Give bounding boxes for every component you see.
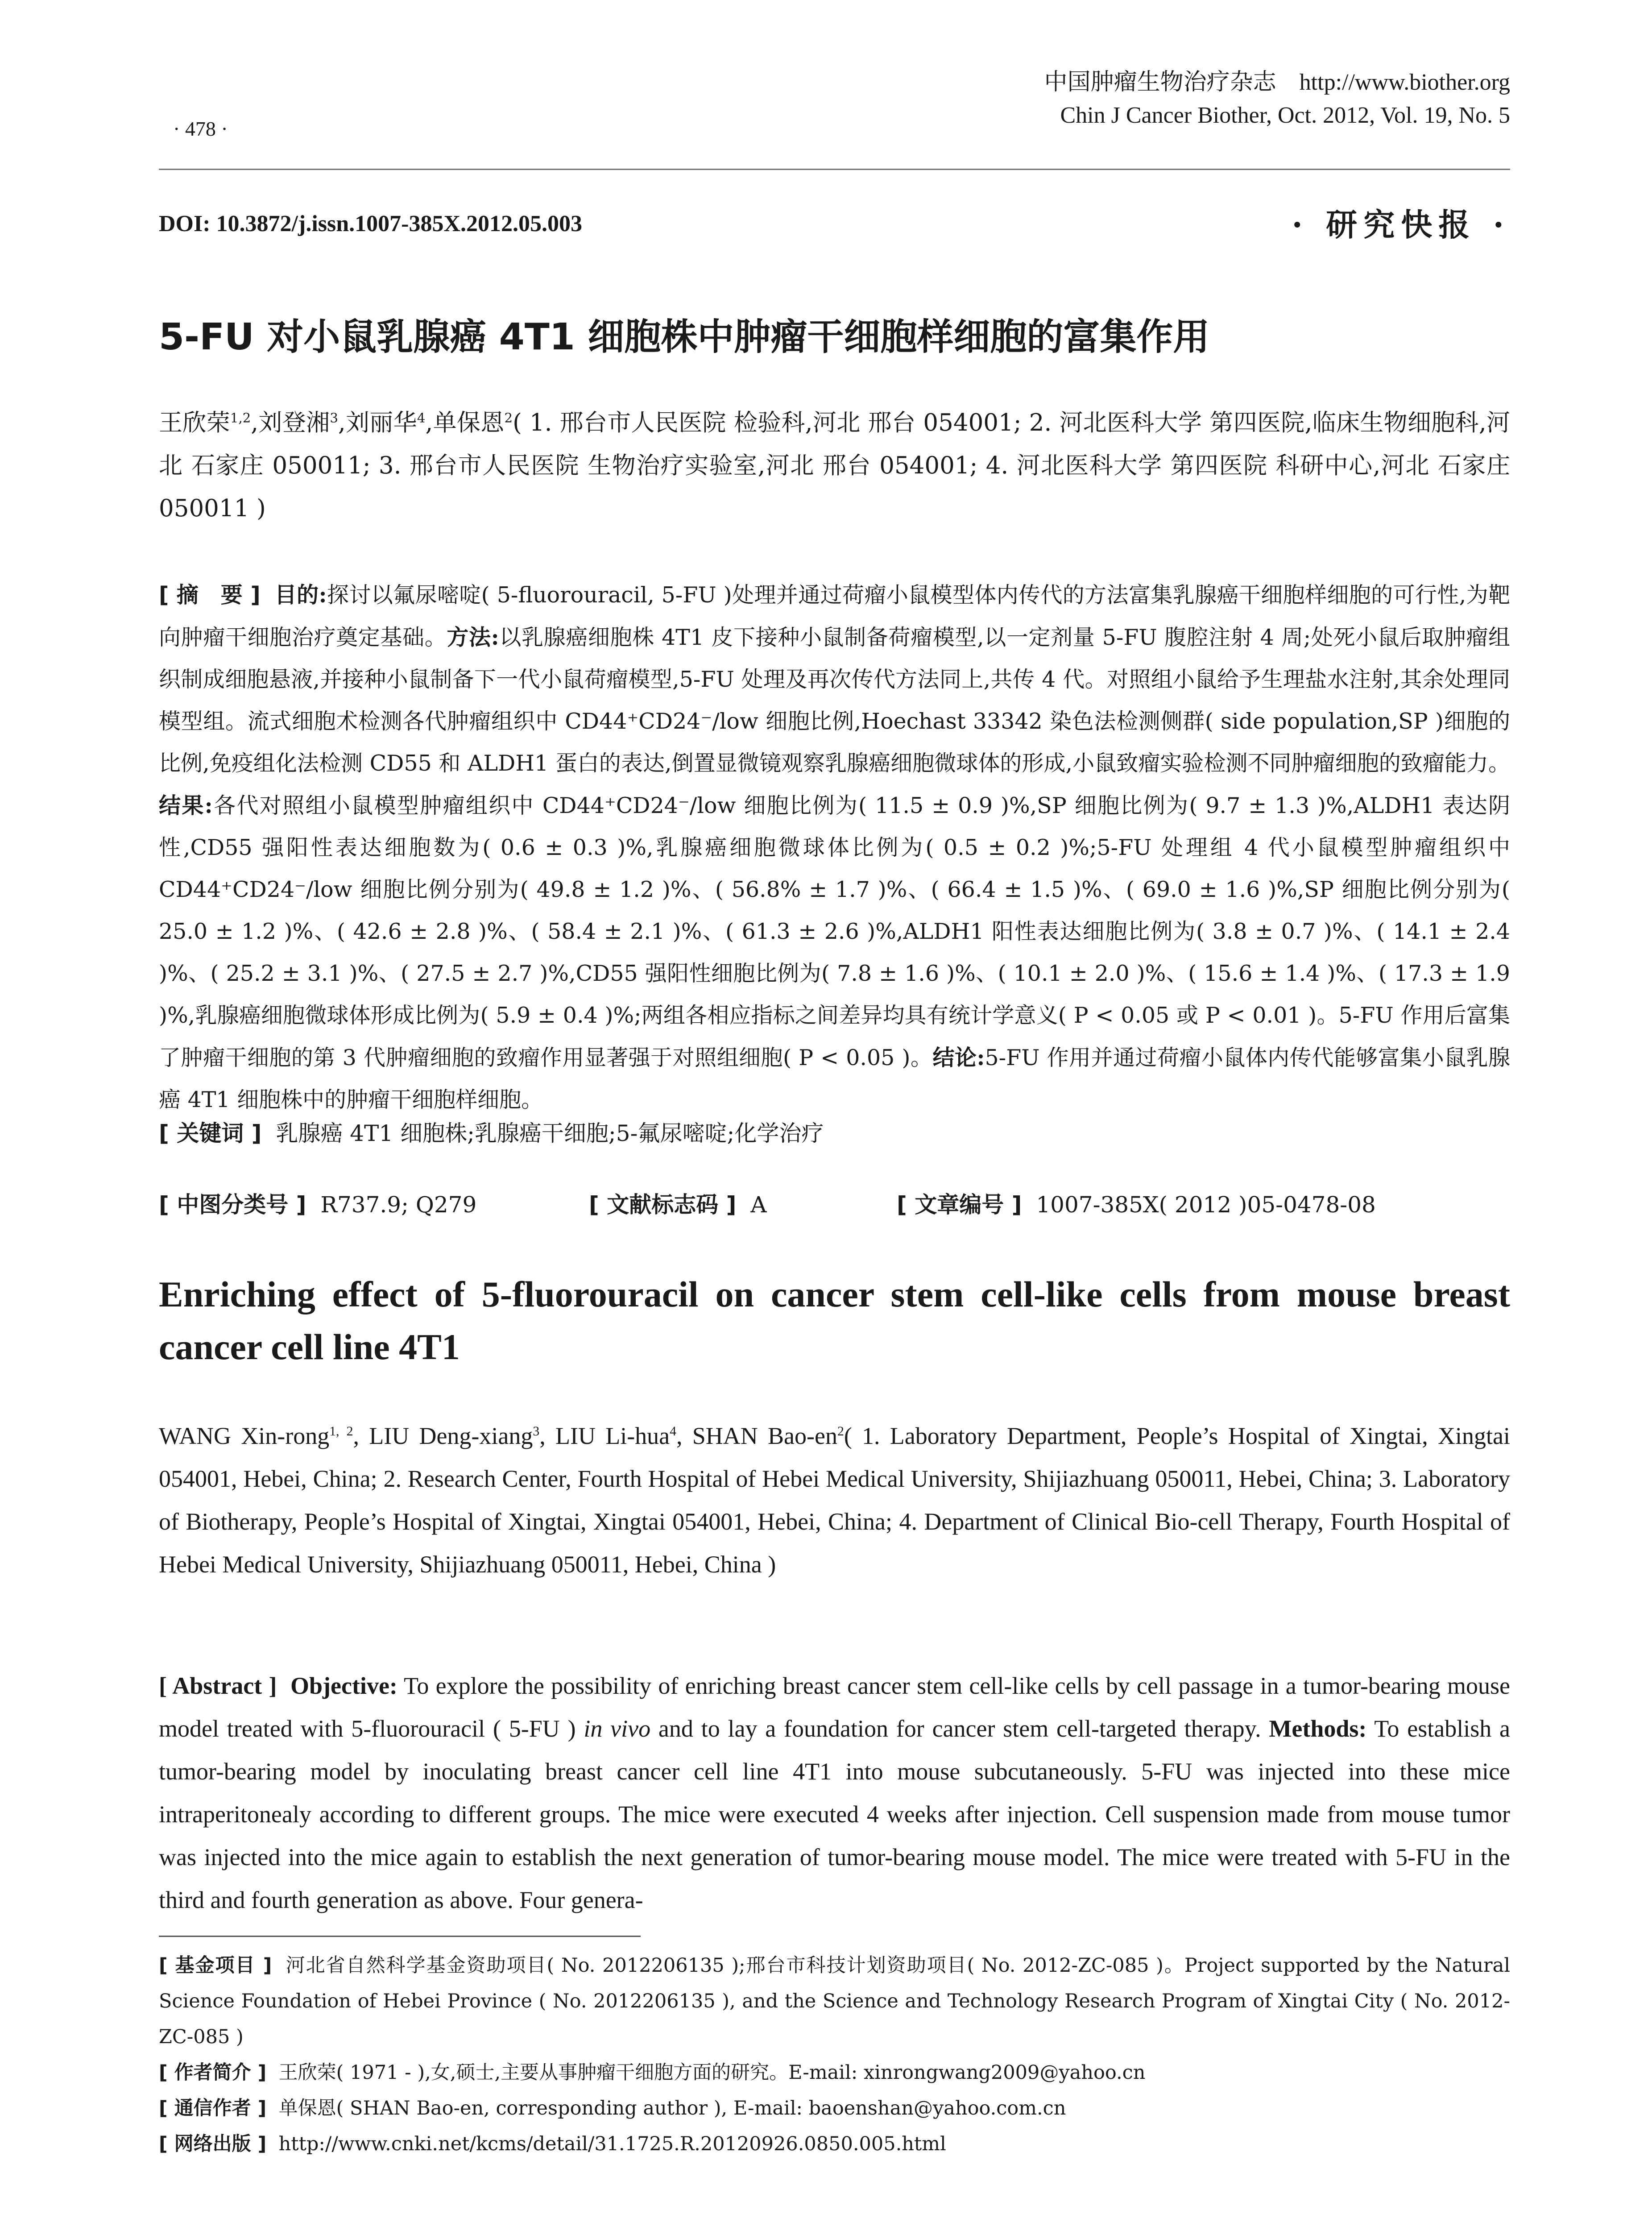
fund-text: 河北省自然科学基金资助项目( No. 2012206135 );邢台市科技计划资助项目( No. 2012-ZC-085 )。Project supported by the Natural Science Foundation of Hebei Province ( No. 2012206135 ), and the Science and Technology Research Program of Xingtai City ( No. 2012-ZC-085 ) xyxy=(159,1954,1510,2048)
author-affil-mark-en: 3 xyxy=(533,1424,540,1439)
doc-code-value: A xyxy=(750,1192,767,1218)
online-link[interactable]: http://www.cnki.net/kcms/detail/31.1725.R.20120926.0850.005.html xyxy=(278,2133,946,2155)
authors-cn xyxy=(159,402,1510,530)
author-affil-mark-en: 1, 2 xyxy=(329,1424,353,1439)
journal-citation: Chin J Cancer Biother, Oct. 2012, Vol. 19, No. 5 xyxy=(1060,103,1510,128)
affiliations-en: ( 1. Laboratory Department, People’s Hospital of Xingtai, Xingtai 054001, Hebei, China; 2. Research Center, Fourth Hospital of Hebei Medical University, Shijiazhuang 050011, Hebei, China; 3. Laboratory of Biotherapy, People’s Hospital of Xingtai, Xingtai 054001, Hebei, China; 4. Department of Clinical Bio-cell Therapy, Fourth Hospital of Hebei Medical University, Shijiazhuang 050011, Hebei, China ) xyxy=(159,1422,1511,1578)
results-label-cn: 结果: xyxy=(159,792,213,818)
keywords-cn xyxy=(159,1116,1510,1148)
title-cn: 5-FU 对小鼠乳腺癌 4T1 细胞株中肿瘤干细胞样细胞的富集作用 xyxy=(159,316,1210,358)
objective-label-en: Objective: xyxy=(290,1672,397,1699)
article-number-label: [ 文章编号 ] xyxy=(897,1192,1022,1218)
author-affil-mark: 2 xyxy=(504,410,513,426)
affiliations-cn: ( 1. 邢台市人民医院 检验科,河北 邢台 054001; 2. 河北医科大学 第四医院,临床生物细胞科,河北 石家庄 050011; 3. 邢台市人民医院 生物治疗实验室,河北 邢台 054001; 4. 河北医科大学 第四医院 科研中心,河北 石家庄 050011 ) xyxy=(159,409,1511,522)
author-name: ,单保恩 xyxy=(425,409,505,436)
conclusion-text-cn: 5-FU 作用并通过荷瘤小鼠体内传代能够富集小鼠乳腺癌 4T1 细胞株中的肿瘤干细胞样细胞。 xyxy=(159,1045,1510,1112)
author-name-en: WANG Xin-rong xyxy=(159,1422,330,1449)
objective-text-en: To explore the possibility of enriching breast cancer stem cell-like cells by cell passage in a tumor-bearing mouse model treated with 5-fluorouracil ( 5-FU ) xyxy=(159,1672,1510,1742)
objective-label-cn: 目的: xyxy=(274,582,327,608)
abstract-label-cn: [ 摘 要 ] xyxy=(159,582,261,608)
fund-label: [ 基金项目 ] xyxy=(159,1954,272,1977)
authors-en xyxy=(159,1414,1510,1586)
footnotes xyxy=(159,1948,1510,2162)
footnote-fund xyxy=(159,1948,1510,2055)
objective-text-cn: 探讨以氟尿嘧啶( 5-fluorouracil, 5-FU )处理并通过荷瘤小鼠模型体内传代的方法富集乳腺癌干细胞样细胞的可行性,为靶向肿瘤干细胞治疗奠定基础。 xyxy=(159,582,1510,650)
conclusion-label-cn: 结论: xyxy=(932,1045,985,1070)
corresponding-label: [ 通信作者 ] xyxy=(159,2097,267,2119)
abstract-label-en: [ Abstract ] xyxy=(159,1672,277,1699)
author-affil-mark: 1,2 xyxy=(230,410,251,426)
page-number: · 478 · xyxy=(173,117,228,140)
footnote-rule xyxy=(159,1936,641,1937)
methods-text-en: To establish a tumor-bearing model by inoculating breast cancer cell line 4T1 into mouse subcutaneously. 5-FU was injected into these mice intraperitonealy according to different groups. The mice were executed 4 weeks after injection. Cell suspension made from mouse tumor was injected into the mice again to establish the next generation of tumor-bearing mouse model. The mice were treated with 5-FU in the third and fourth generation as above. Four genera- xyxy=(159,1715,1510,1913)
footnote-author xyxy=(159,2055,1510,2090)
author-name: ,刘登湘 xyxy=(251,409,330,436)
results-text-cn: 各代对照组小鼠模型肿瘤组织中 CD44⁺CD24⁻/low 细胞比例为( 11.5 ± 0.9 )%,SP 细胞比例为( 9.7 ± 1.3 )%,ALDH1 表达阴性,CD55 强阳性表达细胞数为( 0.6 ± 0.3 )%,乳腺癌细胞微球体比例为( 0.5 ± 0.2 )%;5-FU 处理组 4 代小鼠模型肿瘤组织中 CD44⁺CD24⁻/low 细胞比例分别为( 49.8 ± 1.2 )%、( 56.8% ± 1.7 )%、( 66.4 ± 1.5 )%、( 69.0 ± 1.6 )%,SP 细胞比例分别为( 25.0 ± 1.2 )%、( 42.6 ± 2.8 )%、( 58.4 ± 2.1 )%、( 61.3 ± 2.6 )%,ALDH1 阳性表达细胞比例为( 3.8 ± 0.7 )%、( 14.1 ± 2.4 )%、( 25.2 ± 3.1 )%、( 27.5 ± 2.7 )%,CD55 强阳性细胞比例为( 7.8 ± 1.6 )%、( 10.1 ± 2.0 )%、( 15.6 ± 1.4 )%、( 17.3 ± 1.9 )%,乳腺癌细胞微球体形成比例为( 5.9 ± 0.4 )%;两组各相应指标之间差异均具有统计学意义( P < 0.05 或 P < 0.01 )。5-FU 作用后富集了肿瘤干细胞的第 3 代肿瘤细胞的致瘤作用显著强于对照组细胞( P < 0.05 )。 xyxy=(159,793,1511,1070)
keywords-label: [ 关键词 ] xyxy=(159,1120,262,1146)
author-bio-label: [ 作者简介 ] xyxy=(159,2061,267,2084)
title-en: Enriching effect of 5-fluorouracil on cancer stem cell-like cells from mouse breast cancer cell line 4T1 xyxy=(159,1274,1510,1367)
clc-value: R737.9; Q279 xyxy=(320,1192,477,1218)
objective-italic-en: in vivo xyxy=(584,1715,651,1742)
running-header-right xyxy=(1044,66,1510,132)
column-label: · 研究快报 · xyxy=(1292,206,1510,243)
author-name: ,刘丽华 xyxy=(338,409,417,436)
clc-label: [ 中图分类号 ] xyxy=(159,1192,306,1218)
abstract-en xyxy=(159,1664,1510,1921)
methods-label-en: Methods: xyxy=(1269,1715,1367,1742)
methods-text-cn: 以乳腺癌细胞株 4T1 皮下接种小鼠制备荷瘤模型,以一定剂量 5-FU 腹腔注射 4 周;处死小鼠后取肿瘤组织制成细胞悬液,并接种小鼠制备下一代小鼠荷瘤模型,5-FU 处理及再次传代方法同上,共传 4 代。对照组小鼠给予生理盐水注射,其余处理同模型组。流式细胞术检测各代肿瘤组织中 CD44⁺CD24⁻/low 细胞比例,Hoechast 33342 染色法检测侧群( side population,SP )细胞的比例,免疫组化法检测 CD55 和 ALDH1 蛋白的表达,倒置显微镜观察乳腺癌细胞微球体的形成,小鼠致瘤实验检测不同肿瘤细胞的致瘤能力。 xyxy=(159,625,1510,776)
online-label: [ 网络出版 ] xyxy=(159,2133,267,2155)
author-affil-mark: 4 xyxy=(417,410,426,426)
author-affil-mark-en: 2 xyxy=(837,1424,844,1439)
footnote-online xyxy=(159,2126,1510,2162)
doi[interactable]: DOI: 10.3872/j.issn.1007-385X.2012.05.003 xyxy=(159,211,583,236)
author-name-en: , LIU Deng-xiang xyxy=(353,1422,533,1449)
objective-text-en-2: and to lay a foundation for cancer stem cell-targeted therapy. xyxy=(650,1715,1269,1742)
author-name: 王欣荣 xyxy=(159,409,230,436)
author-name-en: , SHAN Bao-en xyxy=(676,1422,837,1449)
keywords-text: 乳腺癌 4T1 细胞株;乳腺癌干细胞;5-氟尿嘧啶;化学治疗 xyxy=(276,1120,824,1146)
journal-name-cn: 中国肿瘤生物治疗杂志 xyxy=(1044,70,1276,95)
article-number xyxy=(897,1187,1510,1219)
corresponding-text: 单保恩( SHAN Bao-en, corresponding author ), E-mail: baoenshan@yahoo.com.cn xyxy=(278,2097,1066,2119)
doc-code-label: [ 文献标志码 ] xyxy=(589,1192,737,1218)
abstract-cn xyxy=(159,574,1510,1121)
author-affil-mark: 3 xyxy=(330,410,338,426)
footnote-corresponding xyxy=(159,2090,1510,2126)
header-rule xyxy=(159,169,1510,170)
author-bio-text: 王欣荣( 1971 - ),女,硕士,主要从事肿瘤干细胞方面的研究。E-mail: xinrongwang2009@yahoo.cn xyxy=(278,2061,1146,2084)
author-affil-mark-en: 4 xyxy=(670,1424,676,1439)
methods-label-cn: 方法: xyxy=(447,624,499,650)
article-number-value: 1007-385X( 2012 )05-0478-08 xyxy=(1036,1192,1376,1218)
author-name-en: , LIU Li-hua xyxy=(539,1422,670,1449)
journal-url[interactable]: http://www.biother.org xyxy=(1299,70,1510,95)
